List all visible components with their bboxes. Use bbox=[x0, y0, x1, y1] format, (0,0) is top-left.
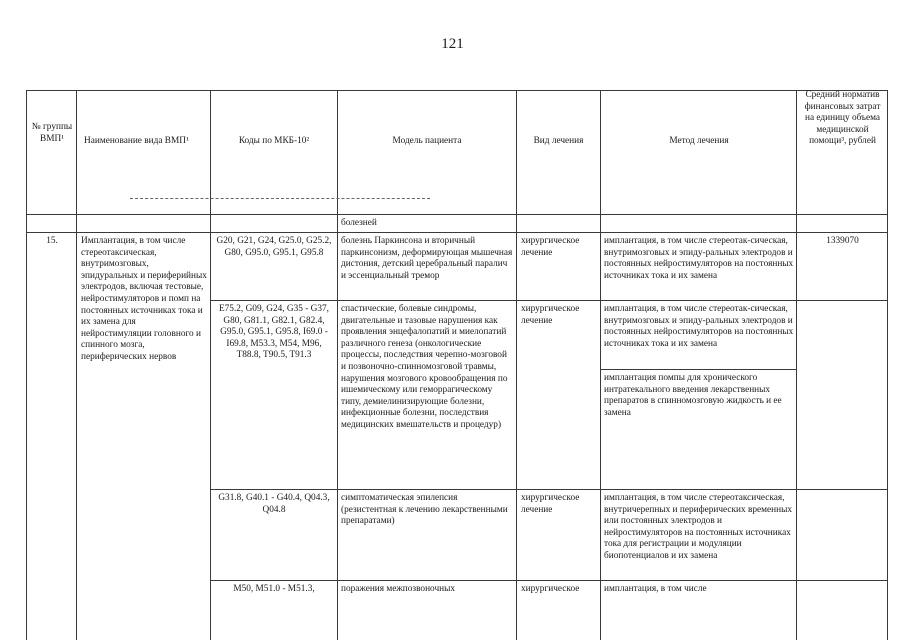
header-vmp-name: Наименование вида ВМП¹ bbox=[84, 136, 189, 146]
group-vmp-name: Имплантация, в том числе стереотаксическая, внутримозговых, эпидуральных и периферийных электродов, включая тестовые, нейростимуляторов и помп на постоянных источниках тока и их замена для нейростимуляции головного и спинного мозга, периферических нервов bbox=[81, 236, 207, 362]
header-method: Метод лечения bbox=[669, 136, 729, 146]
row2-method: имплантация, в том числе стереотак-сическая, внутримозговых и эпиду-ральных электродов и постоянных нейростимуляторов на постоянных источниках тока и их замена bbox=[604, 304, 794, 349]
row3-model: симптоматическая эпилепсия (резистентная к лечению лекарственными препаратами) bbox=[341, 493, 508, 527]
page-number: 121 bbox=[441, 36, 464, 52]
row1-model: болезнь Паркинсона и вторичный паркинсонизм, деформирующая мышечная дистония, детский церебральный паралич и эссенциальный тремор bbox=[341, 236, 513, 281]
row4-model: поражения межпозвоночных bbox=[341, 584, 456, 594]
row3-codes: G31.8, G40.1 - G40.4, Q04.3, Q04.8 bbox=[218, 493, 330, 515]
header-treatment-type: Вид лечения bbox=[533, 136, 584, 146]
row1-method: имплантация, в том числе стереотак-сическая, внутримозговых и эпиду-ральных электродов и постоянных нейростимуляторов на постоянных источниках тока и их замена bbox=[604, 236, 794, 281]
continuation-patient-model: болезней bbox=[341, 218, 377, 228]
row2-codes: E75.2, G09, G24, G35 - G37, G80, G81.1, G82.1, G82.4, G95.0, G95.1, G95.8, I69.0 - I69.8, M53.3, M54, M96, T88.8, T90.5, T91.3 bbox=[218, 304, 329, 361]
row1-codes: G20, G21, G24, G25.0, G25.2, G80, G95.0, G95.1, G95.8 bbox=[216, 236, 332, 258]
row4-treatment: хирургическое bbox=[521, 584, 580, 594]
header-patient-model: Модель пациента bbox=[392, 136, 462, 146]
group-norm: 1339070 bbox=[826, 236, 859, 246]
group-number: 15. bbox=[46, 236, 58, 246]
row4-method: имплантация, в том числе bbox=[604, 584, 707, 594]
row2-model: спастические, болевые синдромы, двигательные и тазовые нарушения как проявления энцефалопатий и миелопатий различного генеза (онкологические процессы, последствия черепно-мозговой и позвоночно-спинномозговой травмы, нарушения мозгового кровообращения по ишемическому или геморрагическому типу, демиелинизирующие болезни, инфекционные болезни, последствия медицинских вмешательств и процедур) bbox=[341, 304, 508, 430]
row3-method: имплантация, в том числе стереотаксическая, внутричерепных и периферических временных или постоянных электродов и нейростимуляторов на постоянных источниках тока для регистрации и модуляции биопотенциалов и их замена bbox=[604, 493, 793, 561]
row4-codes: M50, M51.0 - M51.3, bbox=[233, 584, 315, 594]
row3-treatment: хирургическое лечение bbox=[521, 493, 580, 515]
row2-treatment: хирургическое лечение bbox=[521, 304, 580, 326]
header-group-no: № группы ВМП¹ bbox=[31, 122, 73, 144]
header-norm: Средний норматив финансовых затрат на единицу объема медицинской помощи³, рублей bbox=[804, 90, 881, 147]
row2-method-pump: имплантация помпы для хронического интратекального введения лекарственных препаратов в спинномозговую жидкость и ее замена bbox=[604, 373, 782, 418]
header-mkb-codes: Коды по МКБ-10² bbox=[238, 136, 310, 146]
row1-treatment: хирургическое лечение bbox=[521, 236, 580, 258]
